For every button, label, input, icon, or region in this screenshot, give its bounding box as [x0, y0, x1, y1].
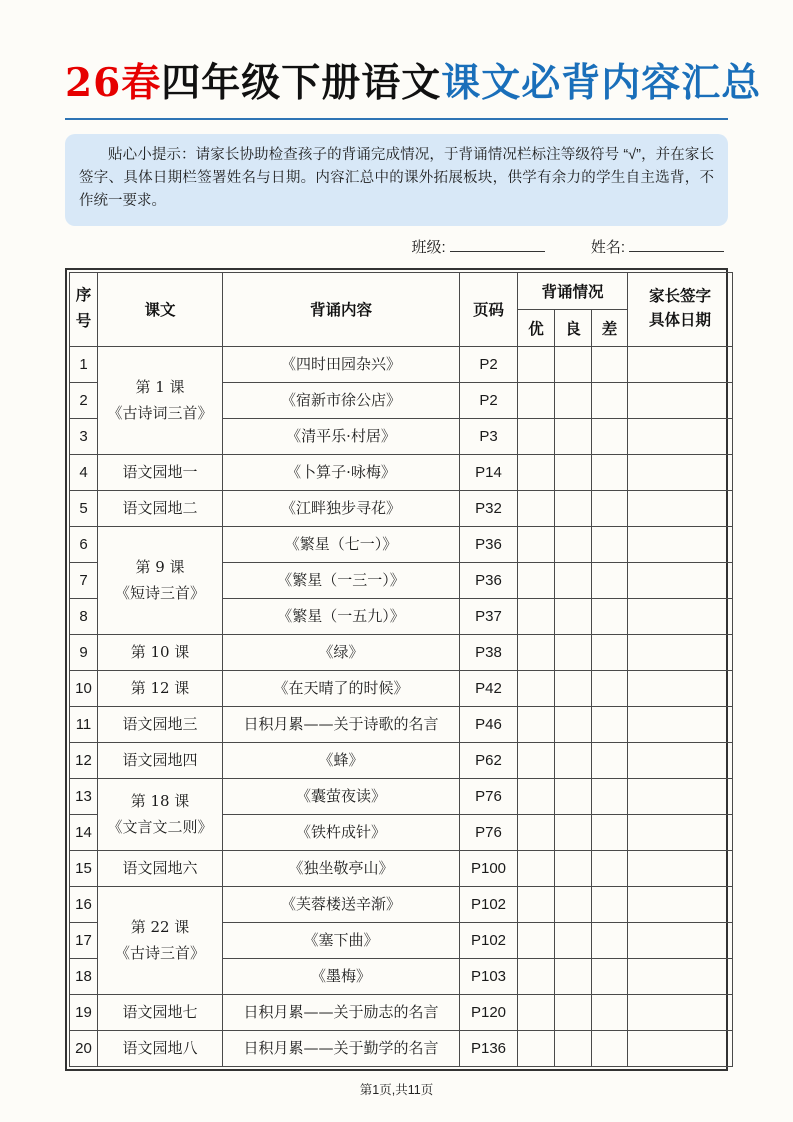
status-cell-good — [555, 526, 592, 562]
table-row — [70, 526, 733, 562]
header-signature-line2: 具体日期 — [649, 312, 712, 330]
table-row — [70, 850, 733, 886]
page-cell: P76 — [460, 814, 518, 850]
page-cell: P46 — [460, 706, 518, 742]
page-cell: P100 — [460, 850, 518, 886]
content-cell: 日积月累——关于诗歌的名言 — [223, 706, 460, 742]
status-cell-good — [555, 922, 592, 958]
content-cell: 《四时田园杂兴》 — [223, 346, 460, 382]
status-cell-excellent — [518, 706, 555, 742]
status-cell-excellent — [518, 526, 555, 562]
table-row — [70, 670, 733, 706]
row-number: 19 — [70, 994, 98, 1030]
status-cell-poor — [592, 958, 628, 994]
page-cell: P37 — [460, 598, 518, 634]
row-number: 17 — [70, 922, 98, 958]
content-cell: 《江畔独步寻花》 — [223, 490, 460, 526]
status-cell-good — [555, 814, 592, 850]
signature-date-cell — [628, 922, 733, 958]
status-cell-good — [555, 454, 592, 490]
signature-date-cell — [628, 1030, 733, 1066]
page-cell: P102 — [460, 922, 518, 958]
page-title — [65, 52, 762, 108]
table-row — [70, 778, 733, 814]
row-number: 12 — [70, 742, 98, 778]
row-number: 14 — [70, 814, 98, 850]
title-underline — [65, 0, 762, 120]
status-cell-excellent — [518, 346, 555, 382]
page-cell: P14 — [460, 454, 518, 490]
content-cell: 《独坐敬亭山》 — [223, 850, 460, 886]
status-cell-good — [555, 1030, 592, 1066]
title-suffix: 课文必背内容汇总 — [441, 60, 762, 106]
status-cell-good — [555, 886, 592, 922]
row-number: 16 — [70, 886, 98, 922]
name-field — [591, 239, 724, 256]
table-row — [70, 706, 733, 742]
header-signature — [628, 272, 733, 346]
status-cell-poor — [592, 922, 628, 958]
status-cell-excellent — [518, 382, 555, 418]
signature-date-cell — [628, 490, 733, 526]
status-cell-good — [555, 634, 592, 670]
course-cell: 语文园地四 — [98, 742, 223, 778]
row-number: 7 — [70, 562, 98, 598]
class-label: 班级: — [411, 238, 446, 256]
table-row — [70, 886, 733, 922]
status-cell-poor — [592, 598, 628, 634]
table-row — [70, 742, 733, 778]
class-name-line — [65, 236, 728, 260]
status-cell-excellent — [518, 454, 555, 490]
content-cell: 《卜算子·咏梅》 — [223, 454, 460, 490]
table-row — [70, 454, 733, 490]
status-cell-excellent — [518, 1030, 555, 1066]
header-course: 课文 — [98, 272, 223, 346]
content-cell: 《繁星（一三一）》 — [223, 562, 460, 598]
status-cell-excellent — [518, 886, 555, 922]
recitation-table — [65, 268, 728, 1071]
header-status: 背诵情况 — [518, 272, 628, 309]
content-cell: 日积月累——关于勤学的名言 — [223, 1030, 460, 1066]
course-cell: 语文园地三 — [98, 706, 223, 742]
status-cell-good — [555, 850, 592, 886]
page-cell: P103 — [460, 958, 518, 994]
page-cell: P2 — [460, 346, 518, 382]
page-cell: P102 — [460, 886, 518, 922]
content-cell: 《绿》 — [223, 634, 460, 670]
title-middle: 四年级下册语文 — [161, 60, 442, 106]
status-cell-poor — [592, 706, 628, 742]
course-cell: 第 22 课 《古诗三首》 — [98, 886, 223, 994]
row-number: 18 — [70, 958, 98, 994]
status-cell-good — [555, 382, 592, 418]
signature-date-cell — [628, 382, 733, 418]
status-cell-excellent — [518, 958, 555, 994]
status-cell-good — [555, 562, 592, 598]
status-cell-excellent — [518, 778, 555, 814]
header-content: 背诵内容 — [223, 272, 460, 346]
page-cell: P136 — [460, 1030, 518, 1066]
row-number: 1 — [70, 346, 98, 382]
table-body — [70, 346, 733, 1066]
table-header-row-1 — [70, 272, 733, 309]
status-cell-poor — [592, 418, 628, 454]
row-number: 15 — [70, 850, 98, 886]
content-cell: 《塞下曲》 — [223, 922, 460, 958]
content-cell: 《宿新市徐公店》 — [223, 382, 460, 418]
signature-date-cell — [628, 886, 733, 922]
course-cell: 第 10 课 — [98, 634, 223, 670]
status-cell-excellent — [518, 634, 555, 670]
header-status-poor: 差 — [592, 309, 628, 346]
content-cell: 《芙蓉楼送辛渐》 — [223, 886, 460, 922]
signature-date-cell — [628, 562, 733, 598]
signature-date-cell — [628, 850, 733, 886]
status-cell-excellent — [518, 418, 555, 454]
status-cell-poor — [592, 490, 628, 526]
status-cell-good — [555, 994, 592, 1030]
signature-date-cell — [628, 778, 733, 814]
status-cell-good — [555, 670, 592, 706]
content-cell: 《铁杵成针》 — [223, 814, 460, 850]
content-cell: 《蜂》 — [223, 742, 460, 778]
page-cell: P120 — [460, 994, 518, 1030]
status-cell-good — [555, 418, 592, 454]
notice-box: 贴心小提示：请家长协助检查孩子的背诵完成情况，于背诵情况栏标注等级符号 “√”，并在家长签字、具体日期栏签署姓名与日期。内容汇总中的课外拓展板块，供学有余力的学生自主选背，不作统一要求。 — [65, 134, 728, 226]
signature-date-cell — [628, 994, 733, 1030]
status-cell-poor — [592, 1030, 628, 1066]
content-cell: 《繁星（七一）》 — [223, 526, 460, 562]
status-cell-good — [555, 598, 592, 634]
course-cell: 第 18 课 《文言文二则》 — [98, 778, 223, 850]
status-cell-poor — [592, 526, 628, 562]
status-cell-good — [555, 490, 592, 526]
signature-date-cell — [628, 418, 733, 454]
page-cell: P62 — [460, 742, 518, 778]
class-blank-line — [450, 236, 545, 252]
row-number: 8 — [70, 598, 98, 634]
header-page: 页码 — [460, 272, 518, 346]
table-row — [70, 490, 733, 526]
header-number: 序号 — [70, 272, 98, 346]
status-cell-excellent — [518, 814, 555, 850]
course-cell: 第 12 课 — [98, 670, 223, 706]
row-number: 2 — [70, 382, 98, 418]
signature-date-cell — [628, 670, 733, 706]
status-cell-excellent — [518, 562, 555, 598]
course-cell: 第 1 课 《古诗词三首》 — [98, 346, 223, 454]
signature-date-cell — [628, 526, 733, 562]
row-number: 9 — [70, 634, 98, 670]
header-signature-line1: 家长签字 — [649, 288, 712, 306]
status-cell-poor — [592, 886, 628, 922]
status-cell-good — [555, 958, 592, 994]
status-cell-poor — [592, 670, 628, 706]
status-cell-poor — [592, 346, 628, 382]
row-number: 3 — [70, 418, 98, 454]
status-cell-poor — [592, 850, 628, 886]
course-cell: 语文园地二 — [98, 490, 223, 526]
course-cell: 第 9 课 《短诗三首》 — [98, 526, 223, 634]
row-number: 13 — [70, 778, 98, 814]
status-cell-good — [555, 706, 592, 742]
status-cell-poor — [592, 454, 628, 490]
status-cell-poor — [592, 634, 628, 670]
status-cell-poor — [592, 562, 628, 598]
content-cell: 《在天晴了的时候》 — [223, 670, 460, 706]
course-cell: 语文园地一 — [98, 454, 223, 490]
row-number: 5 — [70, 490, 98, 526]
page-cell: P76 — [460, 778, 518, 814]
status-cell-poor — [592, 382, 628, 418]
page-cell: P36 — [460, 526, 518, 562]
signature-date-cell — [628, 454, 733, 490]
status-cell-excellent — [518, 994, 555, 1030]
content-cell: 《繁星（一五九）》 — [223, 598, 460, 634]
content-cell: 《囊萤夜读》 — [223, 778, 460, 814]
page-cell: P42 — [460, 670, 518, 706]
status-cell-poor — [592, 742, 628, 778]
page-cell: P32 — [460, 490, 518, 526]
class-field — [411, 239, 544, 256]
status-cell-excellent — [518, 670, 555, 706]
page-cell: P38 — [460, 634, 518, 670]
table-row — [70, 994, 733, 1030]
status-cell-excellent — [518, 490, 555, 526]
page-footer: 第1页,共11页 — [359, 1083, 434, 1097]
signature-date-cell — [628, 958, 733, 994]
signature-date-cell — [628, 346, 733, 382]
status-cell-poor — [592, 994, 628, 1030]
title-prefix: 26春 — [65, 60, 162, 106]
table-row — [70, 634, 733, 670]
status-cell-excellent — [518, 850, 555, 886]
status-cell-good — [555, 346, 592, 382]
signature-date-cell — [628, 706, 733, 742]
status-cell-poor — [592, 778, 628, 814]
header-status-good: 良 — [555, 309, 592, 346]
header-status-excellent: 优 — [518, 309, 555, 346]
table-row — [70, 346, 733, 382]
status-cell-good — [555, 778, 592, 814]
course-cell: 语文园地八 — [98, 1030, 223, 1066]
signature-date-cell — [628, 598, 733, 634]
signature-date-cell — [628, 742, 733, 778]
page-cell: P36 — [460, 562, 518, 598]
status-cell-excellent — [518, 598, 555, 634]
content-cell: 《墨梅》 — [223, 958, 460, 994]
signature-date-cell — [628, 814, 733, 850]
name-blank-line — [629, 236, 724, 252]
row-number: 10 — [70, 670, 98, 706]
status-cell-excellent — [518, 742, 555, 778]
status-cell-excellent — [518, 922, 555, 958]
content-cell: 《清平乐·村居》 — [223, 418, 460, 454]
course-cell: 语文园地六 — [98, 850, 223, 886]
page-cell: P3 — [460, 418, 518, 454]
status-cell-good — [555, 742, 592, 778]
status-cell-poor — [592, 814, 628, 850]
row-number: 11 — [70, 706, 98, 742]
name-label: 姓名: — [590, 238, 625, 256]
course-cell: 语文园地七 — [98, 994, 223, 1030]
row-number: 4 — [70, 454, 98, 490]
row-number: 20 — [70, 1030, 98, 1066]
table-row — [70, 1030, 733, 1066]
signature-date-cell — [628, 634, 733, 670]
page-cell: P2 — [460, 382, 518, 418]
content-cell: 日积月累——关于励志的名言 — [223, 994, 460, 1030]
row-number: 6 — [70, 526, 98, 562]
